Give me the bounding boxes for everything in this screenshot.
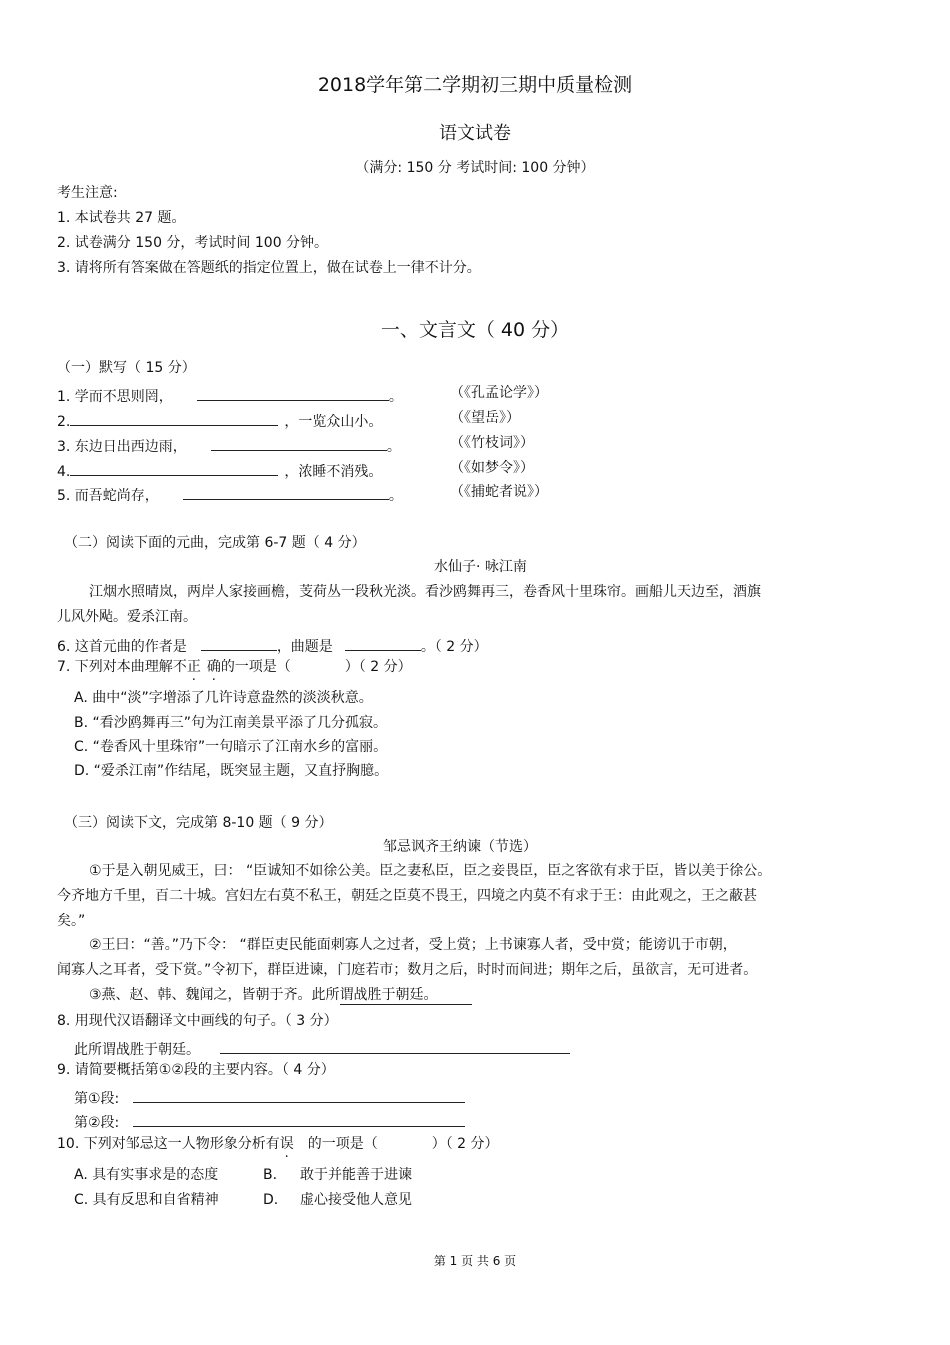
poem-text: 儿风外飐。爱杀江南。: [57, 609, 197, 625]
dictation-item: 5. 而吾蛇尚存， 。: [57, 485, 403, 503]
part-heading: （三）阅读下文，完成第 8-10 题（ 9 分）: [64, 815, 333, 831]
option: C. “卷香风十里珠帘”一句暗示了江南水乡的富丽。: [74, 739, 388, 755]
dictation-source: （《如梦令》）: [450, 460, 534, 476]
poem-title: 水仙子· 咏江南: [434, 559, 527, 575]
option: D. “爱杀江南”作结尾，既突显主题，又直抒胸臆。: [74, 763, 389, 779]
text-title: 邹忌讽齐王纳谏（节选）: [383, 839, 537, 855]
answer-blank[interactable]: [183, 485, 389, 500]
dictation-source: （《竹枝词》）: [450, 435, 534, 451]
question-7: 7. 下列对本曲理解不正 确的一项是（ ）（ 2 分）: [57, 659, 412, 675]
option: C. 具有反思和自省精神: [74, 1192, 219, 1208]
answer-blank[interactable]: [70, 461, 278, 476]
question-9: 9. 请简要概括第①②段的主要内容。（ 4 分）: [57, 1062, 335, 1078]
passage-text: 闻寡人之耳者，受下赏。”令初下，群臣进谏，门庭若市；数月之后，时时而间进；期年之后，虽欲言，无可进者。: [57, 962, 758, 978]
passage-text: 今齐地方千里，百二十城。宫妇左右莫不私王，朝廷之臣莫不畏王，四境之内莫不有求于王：由此观之，王之蔽甚: [57, 888, 757, 904]
question-8-sub: 此所谓战胜于朝廷。: [74, 1039, 570, 1057]
notice-heading: 考生注意:: [57, 185, 118, 201]
underlined-sentence: 谓战胜于朝廷。: [340, 987, 472, 1005]
answer-blank[interactable]: [197, 386, 389, 401]
question-6: 6. 这首元曲的作者是 ，曲题是 。（ 2 分）: [57, 636, 488, 654]
option-letter: B.: [263, 1167, 278, 1183]
dictation-source: （《捕蛇者说》）: [450, 484, 548, 500]
notice-item: 3. 请将所有答案做在答题纸的指定位置上，做在试卷上一律不计分。: [57, 260, 481, 276]
dictation-source: （《望岳》）: [450, 410, 520, 426]
option: A. 曲中“淡”字增添了几许诗意盎然的淡淡秋意。: [74, 690, 373, 706]
passage-text: ③燕、赵、韩、魏闻之，皆朝于齐。此所谓战胜于朝廷。: [89, 988, 472, 1002]
option: 敢于并能善于进谏: [300, 1167, 412, 1183]
part-heading: （一）默写（ 15 分）: [57, 360, 196, 376]
answer-blank[interactable]: [201, 636, 277, 651]
dictation-item: 2. ，一览众山小。: [57, 411, 382, 429]
answer-blank[interactable]: [211, 436, 387, 451]
page-footer: 第 1 页 共 6 页: [433, 1254, 517, 1268]
question-9-p2: 第②段:: [74, 1112, 465, 1130]
question-9-p1: 第①段:: [74, 1088, 465, 1106]
question-8: 8. 用现代汉语翻译文中画线的句子。（ 3 分）: [57, 1013, 338, 1029]
section-title: 一、文言文（ 40 分）: [380, 319, 570, 341]
passage-text: ①于是入朝见威王，曰： “臣诚知不如徐公美。臣之妻私臣，臣之妾畏臣，臣之客欲有求于臣，皆以美于徐公。: [89, 863, 772, 879]
answer-blank[interactable]: [133, 1112, 465, 1127]
passage-text: ②王曰：“善。”乃下令： “群臣吏民能面刺寡人之过者，受上赏；上书谏寡人者，受中赏；能谤讥于市朝，: [89, 937, 737, 953]
passage-text: 矣。”: [57, 913, 86, 929]
option: B. “看沙鸥舞再三”句为江南美景平添了几分孤寂。: [74, 715, 388, 731]
option-letter: D.: [263, 1192, 279, 1208]
option: 虚心接受他人意见: [300, 1192, 412, 1208]
poem-text: 江烟水照晴岚，两岸人家接画檐，芰荷丛一段秋光淡。看沙鸥舞再三，卷香风十里珠帘。画船儿天边至，酒旗: [89, 584, 761, 600]
exam-title: 2018学年第二学期初三期中质量检测: [317, 74, 633, 96]
notice-item: 1. 本试卷共 27 题。: [57, 210, 186, 226]
option: A. 具有实事求是的态度: [74, 1167, 219, 1183]
exam-meta: （满分: 150 分 考试时间: 100 分钟）: [355, 160, 595, 176]
dictation-item: 1. 学而不思则罔， 。: [57, 386, 403, 404]
question-10: 10. 下列对邹忌这一人物形象分析有误 的一项是（ ）（ 2 分）: [57, 1136, 499, 1152]
dictation-item: 4. ，浓睡不消残。: [57, 461, 382, 479]
answer-blank[interactable]: [345, 636, 421, 651]
answer-blank[interactable]: [220, 1039, 570, 1054]
dictation-source: （《孔孟论学》）: [450, 385, 548, 401]
dictation-item: 3. 东边日出西边雨， 。: [57, 436, 401, 454]
notice-item: 2. 试卷满分 150 分，考试时间 100 分钟。: [57, 235, 329, 251]
exam-subject: 语文试卷: [439, 123, 511, 144]
answer-blank[interactable]: [70, 411, 278, 426]
answer-blank[interactable]: [133, 1088, 465, 1103]
part-heading: （二）阅读下面的元曲，完成第 6-7 题（ 4 分）: [64, 535, 366, 551]
